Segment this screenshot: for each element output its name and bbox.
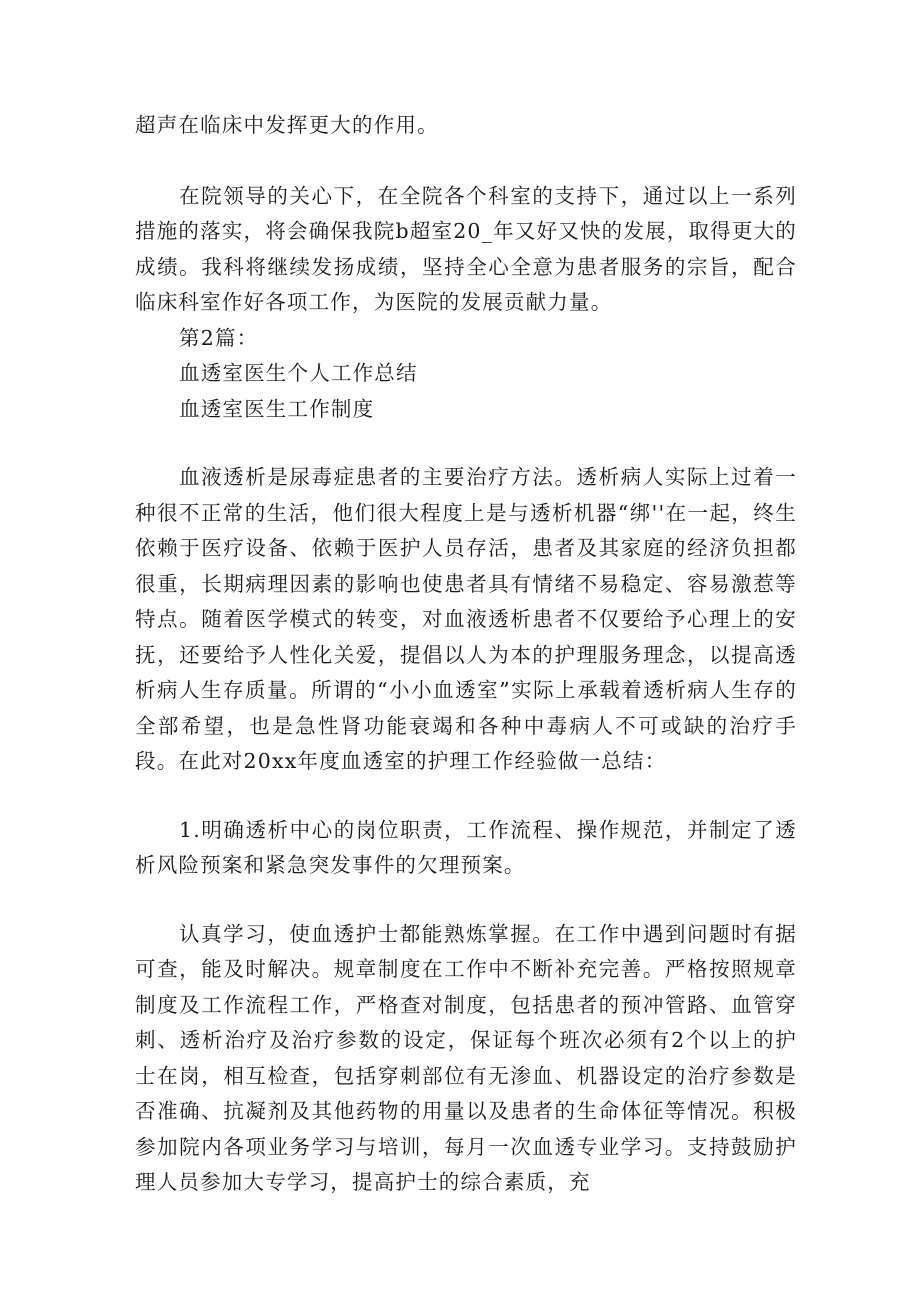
paragraph-study: 认真学习，使血透护士都能熟炼掌握。在工作中遇到问题时有据可查，能及时解决。规章制度在工作中不断补充完善。严格按照规章制度及工作流程工作，严格查对制度，包括患者的预冲管路、血管穿刺、透析治疗及治疗参数的设定，保证每个班次必须有2个以上的护士在岗，相互检查，包括穿刺部位有无渗血、机器设定的治疗参数是否准确、抗凝剂及其他药物的用量以及患者的生命体征等情况。积极参加院内各项业务学习与培训，每月一次血透专业学习。支持鼓励护理人员参加大专学习，提高护士的综合素质，充 bbox=[135, 921, 797, 1194]
paragraph-continuation: 超声在临床中发挥更大的作用。 bbox=[135, 113, 439, 137]
paragraph-conclusion: 在院领导的关心下，在全院各个科室的支持下，通过以上一系列措施的落实，将会确保我院b超室20_年又好又快的发展，取得更大的成绩。我科将继续发扬成绩，坚持全心全意为患者服务的宗旨，配合临床科室作好各项工作，为医院的发展贡献力量。 bbox=[135, 183, 797, 314]
section-title-summary: 血透室医生个人工作总结 bbox=[179, 361, 418, 385]
paragraph-item-1: 1.明确透析中心的岗位职责，工作流程、操作规范，并制定了透析风险预案和紧急突发事件的欠理预案。 bbox=[135, 817, 797, 877]
section-heading bbox=[135, 321, 797, 428]
section-title-rules: 血透室医生工作制度 bbox=[179, 396, 375, 421]
paragraph-dialysis-intro: 血液透析是尿毒症患者的主要治疗方法。透析病人实际上过着一种很不正常的生活，他们很大程度上是与透析机器“绑''在一起，终生依赖于医疗设备、依赖于医护人员存活，患者及其家庭的经济负担都很重，长期病理因素的影响也使患者具有情绪不易稳定、容易激惹等特点。随着医学模式的转变，对血液透析患者不仅要给予心理上的安抚，还要给予人性化关爱，提倡以人为本的护理服务理念，以提高透析病人生存质量。所谓的“小小血透室”实际上承载着透析病人生存的全部希望，也是急性肾功能衰竭和各种中毒病人不可或缺的治疗手段。在此对20xx年度血透室的护理工作经验做一总结： bbox=[135, 465, 797, 773]
document-body bbox=[135, 108, 797, 1201]
section-number: 第2篇： bbox=[179, 325, 259, 350]
